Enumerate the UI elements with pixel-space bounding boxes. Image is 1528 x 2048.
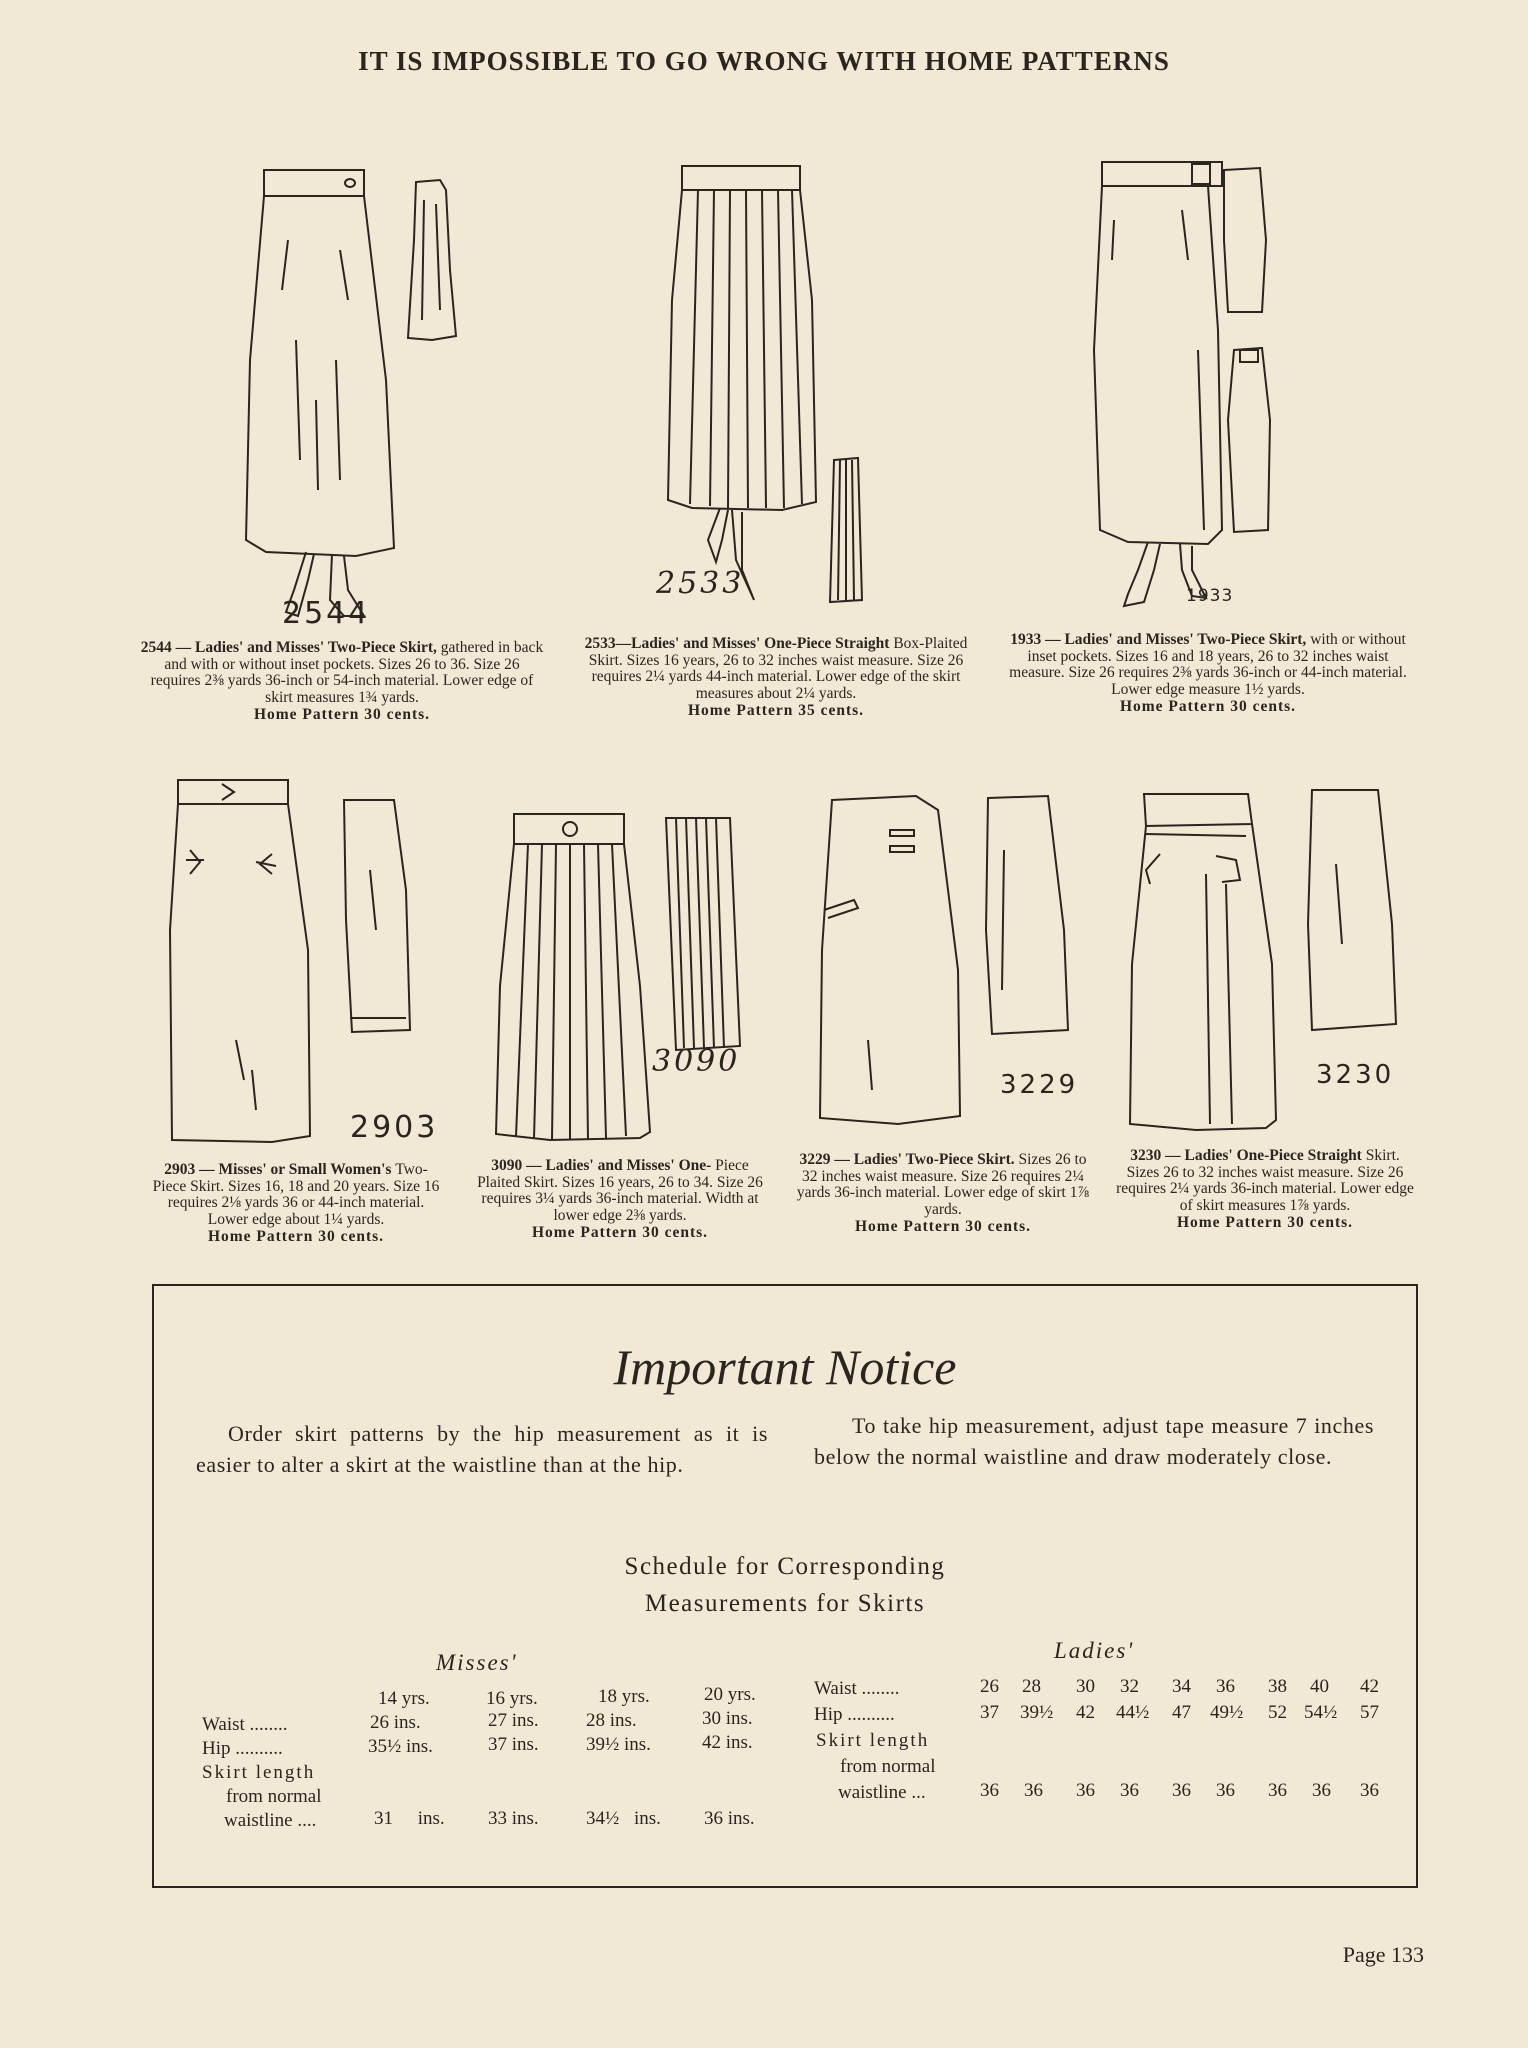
price-3230: Home Pattern 30 cents. xyxy=(1176,1214,1354,1231)
misses-waist-cell: 28 ins. xyxy=(586,1710,637,1731)
important-notice-box xyxy=(152,1284,1418,1888)
description-2533 xyxy=(572,636,980,720)
figure-number-3230: 3230 xyxy=(1316,1060,1395,1090)
misses-waist-label: Waist ........ xyxy=(202,1714,288,1735)
misses-length-label-3: waistline .... xyxy=(224,1810,317,1831)
skirt-illustration-2544 xyxy=(236,160,476,630)
schedule-title-line-2: Measurements for Skirts xyxy=(644,1590,926,1617)
skirt-illustration-2533 xyxy=(662,160,902,620)
misses-length-cell: 36 ins. xyxy=(704,1808,755,1829)
description-lead-3230: 3230 — Ladies' One-Piece Straight xyxy=(1130,1147,1366,1164)
misses-length-cell: 33 ins. xyxy=(488,1808,539,1829)
skirt-illustration-1933 xyxy=(1088,150,1328,620)
figure-number-2533: 2533 xyxy=(656,566,745,601)
ladies-length-cell: 36 xyxy=(1172,1780,1191,1801)
ladies-length-cell: 36 xyxy=(1216,1780,1235,1801)
misses-age-cell: 16 yrs. xyxy=(486,1688,538,1709)
ladies-waist-cell: 42 xyxy=(1360,1676,1379,1697)
description-lead-3090: 3090 — Ladies' and Misses' One- xyxy=(491,1157,716,1174)
ladies-length-cell: 36 xyxy=(1120,1780,1139,1801)
ladies-waist-cell: 38 xyxy=(1268,1676,1287,1697)
notice-title: Important Notice xyxy=(613,1339,957,1395)
misses-length-label-2: from normal xyxy=(226,1786,322,1807)
schedule-title-line-1: Schedule for Corresponding xyxy=(624,1553,946,1580)
ladies-length-cell: 36 xyxy=(1268,1780,1287,1801)
description-2544 xyxy=(140,640,544,724)
price-3229: Home Pattern 30 cents. xyxy=(854,1218,1032,1235)
misses-hip-cell: 42 ins. xyxy=(702,1732,753,1753)
misses-length-label-1: Skirt length xyxy=(202,1762,316,1783)
misses-age-cell: 14 yrs. xyxy=(378,1688,430,1709)
ladies-waist-cell: 28 xyxy=(1022,1676,1041,1697)
ladies-hip-cell: 49½ xyxy=(1210,1702,1244,1723)
figure-number-3090: 3090 xyxy=(652,1044,741,1079)
description-body-2903: Two-Piece Skirt. Sizes 16, 18 and 20 years. Size 16 requires 2⅛ yards 36 or 44-inch material. Lower edge about 1¼ yards. xyxy=(152,1161,440,1228)
figure-number-3229: 3229 xyxy=(1000,1070,1079,1100)
page-title: IT IS IMPOSSIBLE TO GO WRONG WITH HOME PATTERNS xyxy=(358,46,1170,76)
figure-number-1933: 1933 xyxy=(1186,586,1234,606)
description-body-3230: Skirt. Sizes 26 to 32 inches waist measure. Size 26 requires 2¼ yards 36-inch material. Lower edge of skirt measures 1⅞ yards. xyxy=(1116,1147,1414,1214)
ladies-length-label-2: from normal xyxy=(840,1756,936,1777)
ladies-waist-cell: 40 xyxy=(1310,1676,1329,1697)
ladies-waist-cell: 34 xyxy=(1172,1676,1191,1697)
misses-hip-cell: 37 ins. xyxy=(488,1734,539,1755)
ladies-waist-cell: 36 xyxy=(1216,1676,1235,1697)
misses-age-cell: 18 yrs. xyxy=(598,1686,650,1707)
misses-hip-cell: 35½ ins. xyxy=(368,1736,433,1757)
description-body-2544: gathered in back and with or without inset pockets. Sizes 26 to 36. Size 26 requires 2⅜ yards 36-inch or 54-inch material. Lower edge of skirt measures 1¾ yards. xyxy=(150,639,544,706)
ladies-hip-cell: 47 xyxy=(1172,1702,1191,1723)
ladies-hip-cell: 52 xyxy=(1268,1702,1287,1723)
description-3230 xyxy=(1114,1148,1416,1232)
ladies-length-label-1: Skirt length xyxy=(816,1730,930,1751)
ladies-waist-cell: 26 xyxy=(980,1676,999,1697)
description-body-1933: with or without inset pockets. Sizes 16 and 18 years, 26 to 32 inches waist measure. Size 26 requires 2⅜ yards 36-inch or 44-inch material. Lower edge measure 1½ yards. xyxy=(1009,631,1407,698)
price-3090: Home Pattern 30 cents. xyxy=(531,1224,709,1241)
figure-number-2903: 2903 xyxy=(350,1110,439,1145)
description-lead-2903: 2903 — Misses' or Small Women's xyxy=(164,1161,396,1178)
description-2903 xyxy=(148,1162,444,1246)
description-3090 xyxy=(468,1158,772,1242)
figure-number-2544: 2544 xyxy=(282,596,371,631)
ladies-hip-label: Hip .......... xyxy=(814,1704,895,1725)
ladies-hip-cell: 57 xyxy=(1360,1702,1379,1723)
description-1933 xyxy=(1006,632,1410,716)
misses-hip-cell: 39½ ins. xyxy=(586,1734,651,1755)
ladies-waist-cell: 30 xyxy=(1076,1676,1095,1697)
ladies-length-cell: 36 xyxy=(1076,1780,1095,1801)
misses-heading: Misses' xyxy=(436,1650,518,1675)
ladies-length-label-3: waistline ... xyxy=(838,1782,926,1803)
misses-waist-cell: 26 ins. xyxy=(370,1712,421,1733)
description-3229 xyxy=(790,1152,1096,1236)
misses-waist-cell: 30 ins. xyxy=(702,1708,753,1729)
ladies-length-cell: 36 xyxy=(1312,1780,1331,1801)
ladies-length-cell: 36 xyxy=(1024,1780,1043,1801)
schedule-title xyxy=(154,1548,1416,1622)
misses-length-cell: 34½ ins. xyxy=(586,1808,661,1829)
ladies-hip-cell: 54½ xyxy=(1304,1702,1338,1723)
misses-waist-cell: 27 ins. xyxy=(488,1710,539,1731)
page-number: Page 133 xyxy=(1342,1942,1424,1967)
description-body-3229: Sizes 26 to 32 inches waist measure. Size 26 requires 2¼ yards 36-inch material. Lower edge of skirt 1⅞ yards. xyxy=(796,1151,1090,1218)
price-2903: Home Pattern 30 cents. xyxy=(207,1228,385,1245)
ladies-hip-cell: 37 xyxy=(980,1702,999,1723)
skirt-illustration-3090 xyxy=(490,806,750,1146)
ladies-waist-cell: 32 xyxy=(1120,1676,1139,1697)
notice-left-paragraph: Order skirt patterns by the hip measurement as it is easier to alter a skirt at the waistline than at the hip. xyxy=(196,1421,768,1477)
ladies-heading: Ladies' xyxy=(1054,1638,1135,1663)
description-lead-2533: 2533—Ladies' and Misses' One-Piece Straight xyxy=(584,635,894,652)
ladies-length-cell: 36 xyxy=(1360,1780,1379,1801)
description-lead-2544: 2544 — Ladies' and Misses' Two-Piece Skirt, xyxy=(140,639,441,656)
price-1933: Home Pattern 30 cents. xyxy=(1119,698,1297,715)
price-2544: Home Pattern 30 cents. xyxy=(253,706,431,723)
ladies-hip-cell: 42 xyxy=(1076,1702,1095,1723)
misses-hip-label: Hip .......... xyxy=(202,1738,283,1759)
ladies-hip-cell: 44½ xyxy=(1116,1702,1150,1723)
ladies-hip-cell: 39½ xyxy=(1020,1702,1054,1723)
ladies-waist-label: Waist ........ xyxy=(814,1678,900,1699)
description-lead-1933: 1933 — Ladies' and Misses' Two-Piece Skirt, xyxy=(1010,631,1311,648)
description-body-3090: Piece Plaited Skirt. Sizes 16 years, 26 to 34. Size 26 requires 3¼ yards 36-inch material. Width at lower edge 2⅜ yards. xyxy=(477,1157,763,1224)
description-lead-3229: 3229 — Ladies' Two-Piece Skirt. xyxy=(799,1151,1019,1168)
misses-age-cell: 20 yrs. xyxy=(704,1684,756,1705)
price-2533: Home Pattern 35 cents. xyxy=(687,702,865,719)
misses-length-cell: 31 ins. xyxy=(374,1808,445,1829)
skirt-illustration-2903 xyxy=(160,770,440,1150)
ladies-length-cell: 36 xyxy=(980,1780,999,1801)
notice-right-paragraph: To take hip measurement, adjust tape measure 7 inches below the normal waistline and draw moderately close. xyxy=(814,1413,1374,1469)
description-body-2533: Box-Plaited Skirt. Sizes 16 years, 26 to 32 inches waist measure. Size 26 requires 2¼ yards 44-inch material. Lower edge of the skirt measures about 2¼ yards. xyxy=(588,635,968,702)
